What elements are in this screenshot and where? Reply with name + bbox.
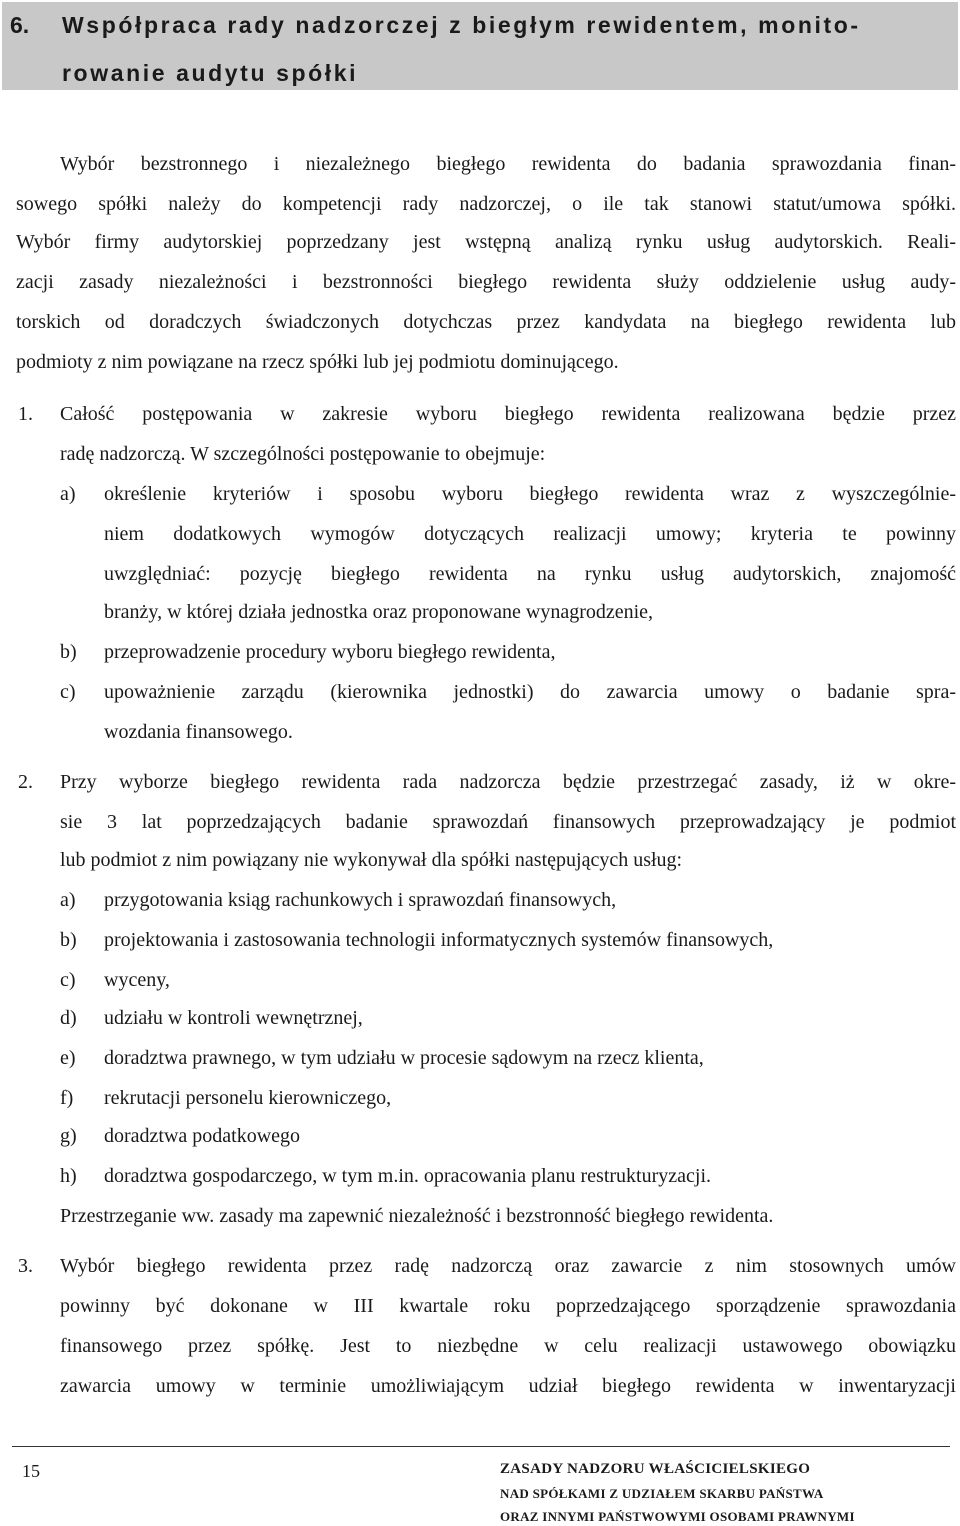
list-marker: 2. — [18, 771, 33, 793]
list-marker: 3. — [18, 1255, 33, 1277]
sub-marker: e) — [60, 1047, 76, 1069]
sub-line: udziału w kontroli wewnętrznej, — [104, 1007, 363, 1029]
sub-line: określenie kryteriów i sposobu wyboru biegłego rewidenta wraz z wyszczególnie- — [104, 483, 956, 505]
sub-line: doradztwa gospodarczego, w tym m.in. opracowania planu restrukturyzacji. — [104, 1165, 712, 1187]
item-line: sie 3 lat poprzedzających badanie sprawozdań finansowych przeprowadzający je podmiot — [60, 811, 956, 833]
sub-marker: g) — [60, 1125, 77, 1147]
sub-line: uwzględniać: pozycję biegłego rewidenta na rynku usług audytorskich, znajomość — [104, 563, 956, 585]
sub-line: branży, w której działa jednostka oraz proponowane wynagrodzenie, — [104, 601, 654, 623]
item-line: finansowego przez spółkę. Jest to niezbędne w celu realizacji ustawowego obowiązku — [60, 1335, 956, 1357]
section-title-line-1: Współpraca rady nadzorczej z biegłym rewidentem, monito- — [62, 12, 861, 38]
intro-line: torskich od doradczych świadczonych dotychczas przez kandydata na biegłego rewidenta lub — [16, 311, 956, 333]
item-line: Przy wyborze biegłego rewidenta rada nadzorcza będzie przestrzegać zasady, iż w okre- — [60, 771, 956, 793]
sub-marker: d) — [60, 1007, 77, 1029]
sub-line: przeprowadzenie procedury wyboru biegłego rewidenta, — [104, 641, 556, 663]
item-closing-line: Przestrzeganie ww. zasady ma zapewnić niezależność i bezstronność biegłego rewidenta. — [60, 1205, 774, 1227]
intro-line: zacji zasady niezależności i bezstronności biegłego rewidenta służy oddzielenie usług audy- — [16, 271, 956, 293]
intro-line: Wybór bezstronnego i niezależnego biegłego rewidenta do badania sprawozdania finan- — [60, 153, 956, 175]
sub-marker: c) — [60, 969, 76, 991]
sub-line: doradztwa podatkowego — [104, 1125, 301, 1147]
sub-marker: f) — [60, 1087, 74, 1109]
sub-marker: h) — [60, 1165, 77, 1187]
item-line: Całość postępowania w zakresie wyboru biegłego rewidenta realizowana będzie przez — [60, 403, 956, 425]
footer-title-line-3: ORAZ INNYMI PAŃSTWOWYMI OSOBAMI PRAWNYMI — [500, 1509, 855, 1524]
intro-line: Wybór firmy audytorskiej poprzedzany jest wstępną analizą rynku usług audytorskich. Reali- — [16, 231, 956, 253]
item-line: radę nadzorczą. W szczególności postępowanie to obejmuje: — [60, 443, 546, 465]
sub-line: wyceny, — [104, 969, 170, 991]
sub-line: doradztwa prawnego, w tym udziału w procesie sądowym na rzecz klienta, — [104, 1047, 704, 1069]
section-title-line-2: rowanie audytu spółki — [62, 60, 359, 86]
sub-marker: b) — [60, 929, 77, 951]
section-heading — [2, 2, 958, 90]
sub-line: rekrutacji personelu kierowniczego, — [104, 1087, 392, 1109]
sub-line: projektowania i zastosowania technologii informatycznych systemów finansowych, — [104, 929, 774, 951]
item-line: powinny być dokonane w III kwartale roku poprzedzającego sporządzenie sprawozdania — [60, 1295, 956, 1317]
sub-marker: c) — [60, 681, 76, 703]
item-line: Wybór biegłego rewidenta przez radę nadzorczą oraz zawarcie z nim stosownych umów — [60, 1255, 956, 1277]
footer-title-line-2: NAD SPÓŁKAMI Z UDZIAŁEM SKARBU PAŃSTWA — [500, 1486, 824, 1501]
sub-marker: a) — [60, 483, 76, 505]
page-number: 15 — [22, 1461, 40, 1481]
list-marker: 1. — [18, 403, 33, 425]
intro-line: sowego spółki należy do kompetencji rady nadzorczej, o ile tak stanowi statut/umowa spółki. — [16, 193, 956, 215]
sub-line: upoważnienie zarządu (kierownika jednostki) do zawarcia umowy o badanie spra- — [104, 681, 956, 703]
sub-line: wozdania finansowego. — [104, 721, 293, 743]
sub-marker: b) — [60, 641, 77, 663]
sub-line: niem dodatkowych wymogów dotyczących realizacji umowy; kryteria te powinny — [104, 523, 956, 545]
footer-title-line-1: ZASADY NADZORU WŁAŚCICIELSKIEGO — [500, 1461, 811, 1477]
sub-line: przygotowania ksiąg rachunkowych i sprawozdań finansowych, — [104, 889, 617, 911]
item-line: lub podmiot z nim powiązany nie wykonywał dla spółki następujących usług: — [60, 849, 683, 871]
intro-line: podmioty z nim powiązane na rzecz spółki lub jej podmiotu dominującego. — [16, 351, 619, 373]
section-number: 6. — [10, 12, 30, 38]
footer-divider — [12, 1446, 950, 1447]
sub-marker: a) — [60, 889, 76, 911]
item-line: zawarcia umowy w terminie umożliwiającym udział biegłego rewidenta w inwentaryzacji — [60, 1375, 956, 1397]
